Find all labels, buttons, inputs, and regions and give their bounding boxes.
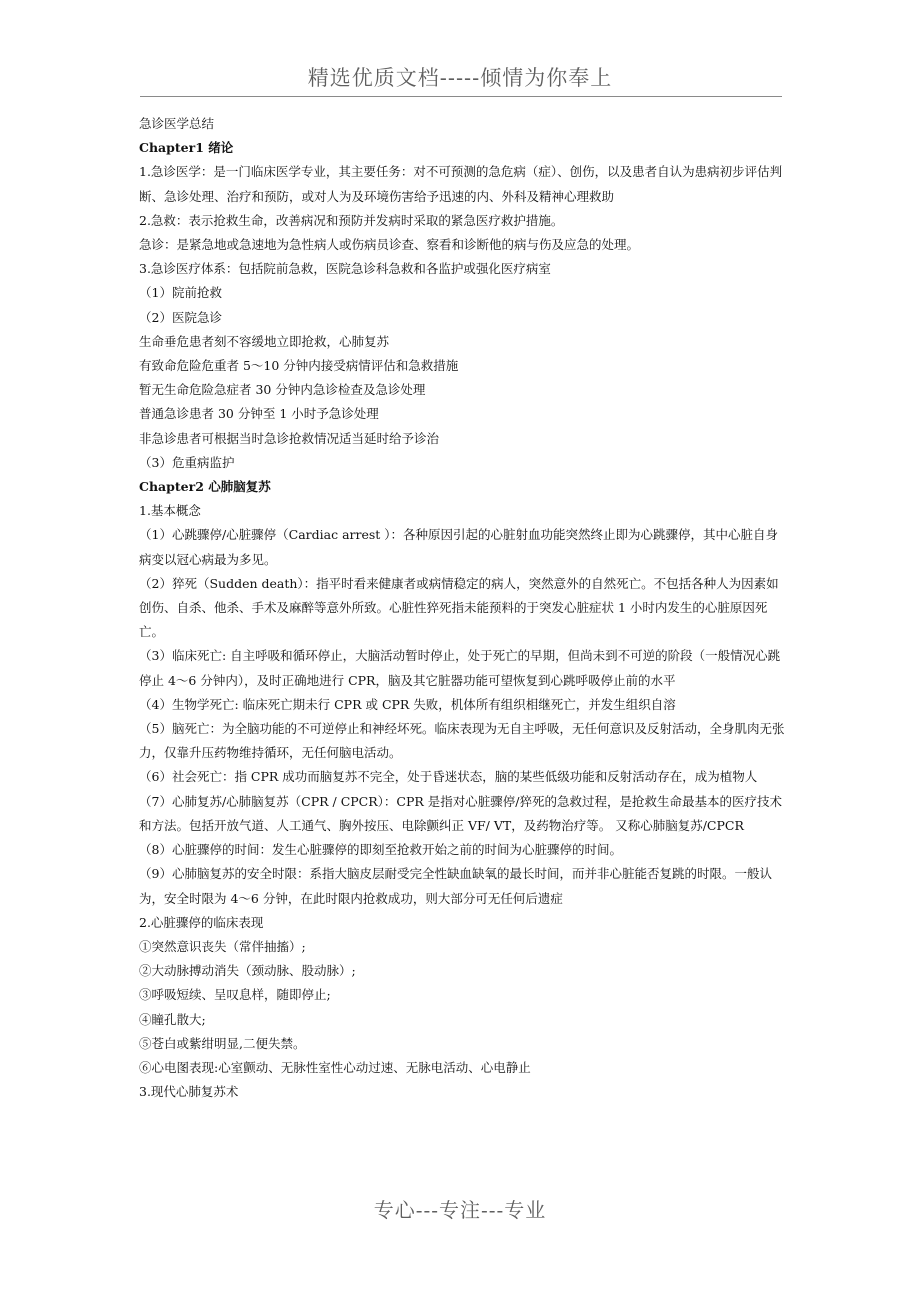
text-line: （2）猝死（Sudden death）：指平时看来健康者或病情稳定的病人，突然意外的自然死亡。不包括各种人为因素如创伤、自杀、他杀、手术及麻醉等意外所致。心脏性猝死指未能预料的于突发心脏症状 1 小时内发生的心脏原因死亡。: [139, 575, 779, 640]
document-body: [139, 112, 787, 1104]
text-line: （9）心肺脑复苏的安全时限：系指大脑皮层耐受完全性缺血缺氧的最长时间，而并非心脏能否复跳的时限。一般认为，安全时限为 4～6 分钟，在此时限内抢救成功，则大部分可无任何后遗症: [139, 866, 772, 906]
page-footer: 专心---专注---专业: [373, 1198, 547, 1222]
text-line: 有致命危险危重者 5～10 分钟内接受病情评估和急救措施: [139, 358, 459, 374]
text-line: 1.基本概念: [139, 503, 201, 519]
text-line: Chapter1 绪论: [139, 140, 234, 156]
text-line: （4）生物学死亡: 临床死亡期未行 CPR 或 CPR 失败，机体所有组织相继死亡，并发生组织自溶: [139, 696, 676, 712]
text-line: ⑥心电图表现:心室颤动、无脉性室性心动过速、无脉电活动、心电静止: [139, 1059, 531, 1075]
text-line: 3.现代心肺复苏术: [139, 1084, 239, 1100]
text-line: 3.急诊医疗体系：包括院前急救，医院急诊科急救和各监护或强化医疗病室: [139, 261, 551, 277]
text-line: 1.急诊医学：是一门临床医学专业，其主要任务：对不可预测的急危病（症）、创伤，以及患者自认为患病初步评估判断、急诊处理、治疗和预防，或对人为及环境伤害给予迅速的内、外科及精神心理救助: [139, 164, 783, 204]
text-line: 急诊医学总结: [139, 116, 215, 131]
text-line: 普通急诊患者 30 分钟至 1 小时予急诊处理: [139, 406, 379, 422]
text-line: （8）心脏骤停的时间：发生心脏骤停的即刻至抢救开始之前的时间为心脏骤停的时间。: [139, 842, 622, 858]
text-line: 2.心脏骤停的临床表现: [139, 914, 264, 930]
text-line: （3）临床死亡: 自主呼吸和循环停止，大脑活动暂时停止，处于死亡的早期，但尚未到不可逆的阶段（一般情况心跳停止 4～6 分钟内），及时正确地进行 CPR，脑及其它脏器功能可望恢复到心跳呼吸停止前的水平: [139, 648, 781, 688]
text-line: 暂无生命危险急症者 30 分钟内急诊检查及急诊处理: [139, 382, 426, 398]
text-line: （7）心肺复苏/心肺脑复苏（CPR / CPCR）：CPR 是指对心脏骤停/猝死的急救过程，是抢救生命最基本的医疗技术和方法。包括开放气道、人工通气、胸外按压、电除颤纠正 VF/ VT，及药物治疗等。 又称心肺脑复苏/CPCR: [139, 793, 782, 833]
text-line: ②大动脉搏动消失（颈动脉、股动脉）;: [139, 963, 356, 979]
text-line: 2.急救：表示抢救生命，改善病况和预防并发病时采取的紧急医疗救护措施。: [139, 212, 564, 228]
text-line: （6）社会死亡：指 CPR 成功而脑复苏不完全，处于昏迷状态，脑的某些低级功能和反射活动存在，成为植物人: [139, 769, 758, 785]
text-line: ①突然意识丧失（常伴抽搐）;: [139, 938, 306, 954]
text-line: （1）院前抢救: [139, 285, 222, 301]
text-line: 非急诊患者可根据当时急诊抢救情况适当延时给予诊治: [139, 430, 440, 446]
text-line: 急诊：是紧急地或急速地为急性病人或伤病员诊查、察看和诊断他的病与伤及应急的处理。: [139, 237, 640, 253]
text-line: ④瞳孔散大;: [139, 1011, 206, 1027]
header-divider: [140, 96, 782, 97]
text-line: （5）脑死亡：为全脑功能的不可逆停止和神经坏死。临床表现为无自主呼吸，无任何意识及反射活动，全身肌肉无张力，仅靠升压药物维持循环，无任何脑电活动。: [139, 721, 785, 761]
text-line: （2）医院急诊: [139, 309, 222, 325]
text-line: ③呼吸短续、呈叹息样，随即停止;: [139, 987, 331, 1003]
text-line: ⑤苍白或紫绀明显,二便失禁。: [139, 1035, 306, 1051]
page-header: 精选优质文档-----倾情为你奉上: [307, 66, 613, 90]
text-line: （1）心跳骤停/心脏骤停（Cardiac arrest ）：各种原因引起的心脏射血功能突然终止即为心跳骤停，其中心脏自身病变以冠心病最为多见。: [139, 527, 779, 567]
text-line: 生命垂危患者刻不容缓地立即抢救，心肺复苏: [139, 333, 390, 349]
text-line: （3）危重病监护: [139, 454, 235, 470]
text-line: Chapter2 心肺脑复苏: [139, 479, 271, 495]
